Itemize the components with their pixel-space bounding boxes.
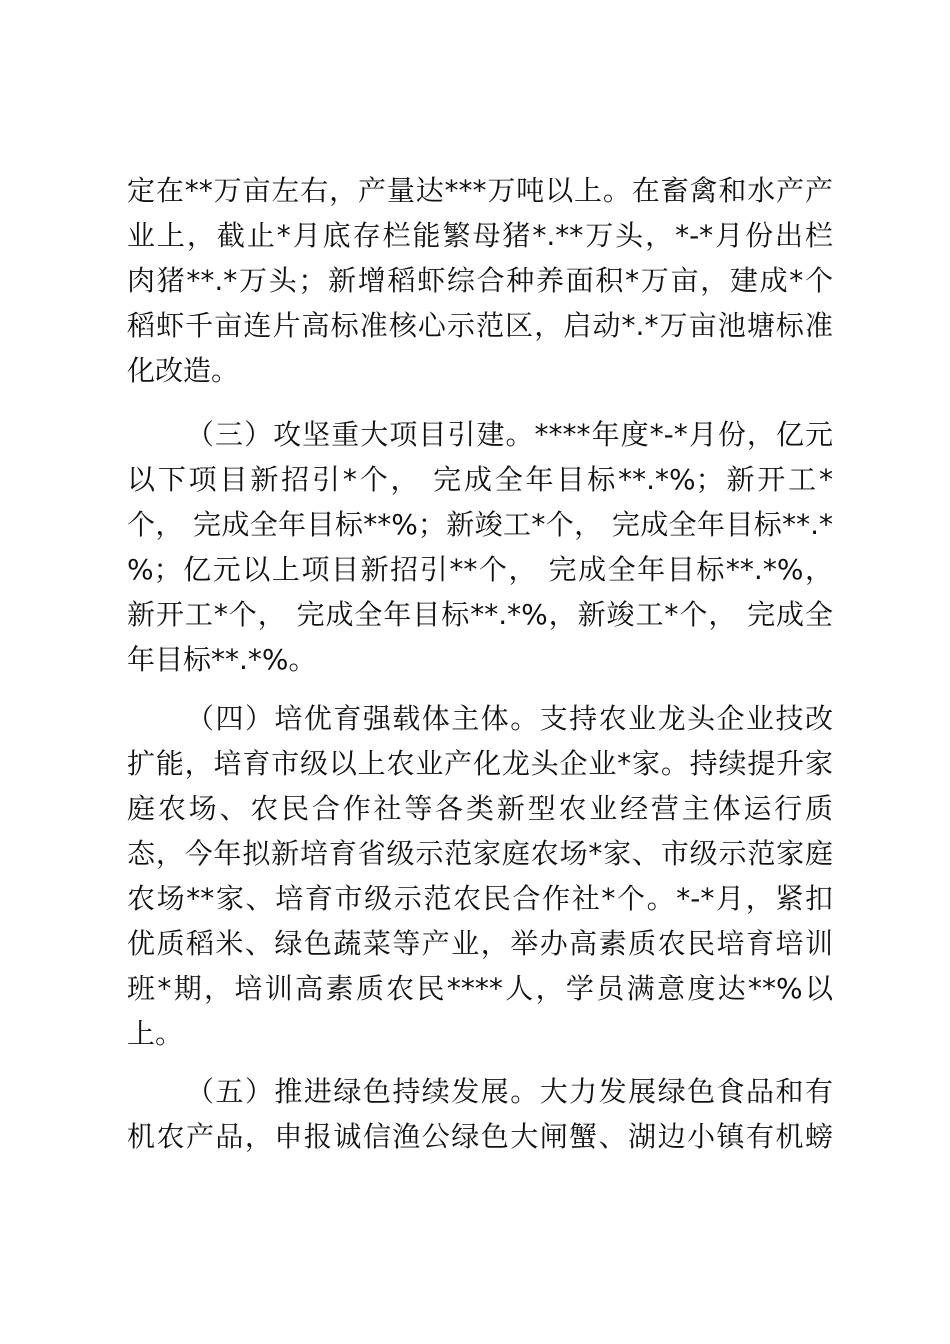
text-line: %；亿元以上项目新招引**个， 完成全年目标**.*%，	[127, 553, 833, 586]
text-line: 定在**万亩左右，产量达***万吨以上。在畜禽和水产产	[127, 174, 833, 207]
text-line: 态，今年拟新培育省级示范家庭农场*家、市级示范家庭	[127, 837, 833, 870]
paragraph-major-projects	[127, 412, 833, 682]
text-line: 优质稻米、绿色蔬菜等产业，举办高素质农民培育培训	[127, 927, 833, 960]
text-line: 化改造。	[127, 354, 240, 387]
text-line: 个， 完成全年目标**%；新竣工*个， 完成全年目标**.*	[127, 508, 833, 541]
text-line: 农场**家、培育市级示范农民合作社*个。*-*月，紧扣	[127, 882, 833, 915]
text-line: 扩能，培育市级以上农业产化龙头企业*家。持续提升家	[127, 747, 833, 780]
text-line: 机农产品，申报诚信渔公绿色大闸蟹、湖边小镇有机螃	[127, 1120, 833, 1153]
text-line: 业上，截止*月底存栏能繁母猪*.**万头，*-*月份出栏	[127, 219, 833, 252]
text-line: 上。	[127, 1017, 184, 1050]
text-line: 以下项目新招引*个， 完成全年目标**.*%；新开工*	[127, 463, 833, 496]
text-line: 肉猪**.*万头；新增稻虾综合种养面积*万亩，建成*个	[127, 264, 833, 297]
paragraph-green-development	[127, 1069, 833, 1159]
text-line: 班*期，培训高素质农民****人，学员满意度达**%以	[127, 972, 833, 1005]
section-heading-line: （三）攻坚重大项目引建。****年度*-*月份，亿元	[186, 418, 833, 451]
text-line: 庭农场、农民合作社等各类新型农业经营主体运行质	[127, 792, 833, 825]
text-line: 稻虾千亩连片高标准核心示范区，启动*.*万亩池塘标准	[127, 309, 833, 342]
paragraph-livestock-aquaculture	[127, 168, 833, 393]
section-heading-line: （五）推进绿色持续发展。大力发展绿色食品和有	[186, 1075, 833, 1108]
paragraph-cultivate-entities	[127, 696, 833, 1056]
text-line: 新开工*个， 完成全年目标**.*%，新竣工*个， 完成全	[127, 598, 833, 631]
section-heading-line: （四）培优育强载体主体。支持农业龙头企业技改	[186, 702, 833, 735]
text-line: 年目标**.*%。	[127, 643, 317, 676]
